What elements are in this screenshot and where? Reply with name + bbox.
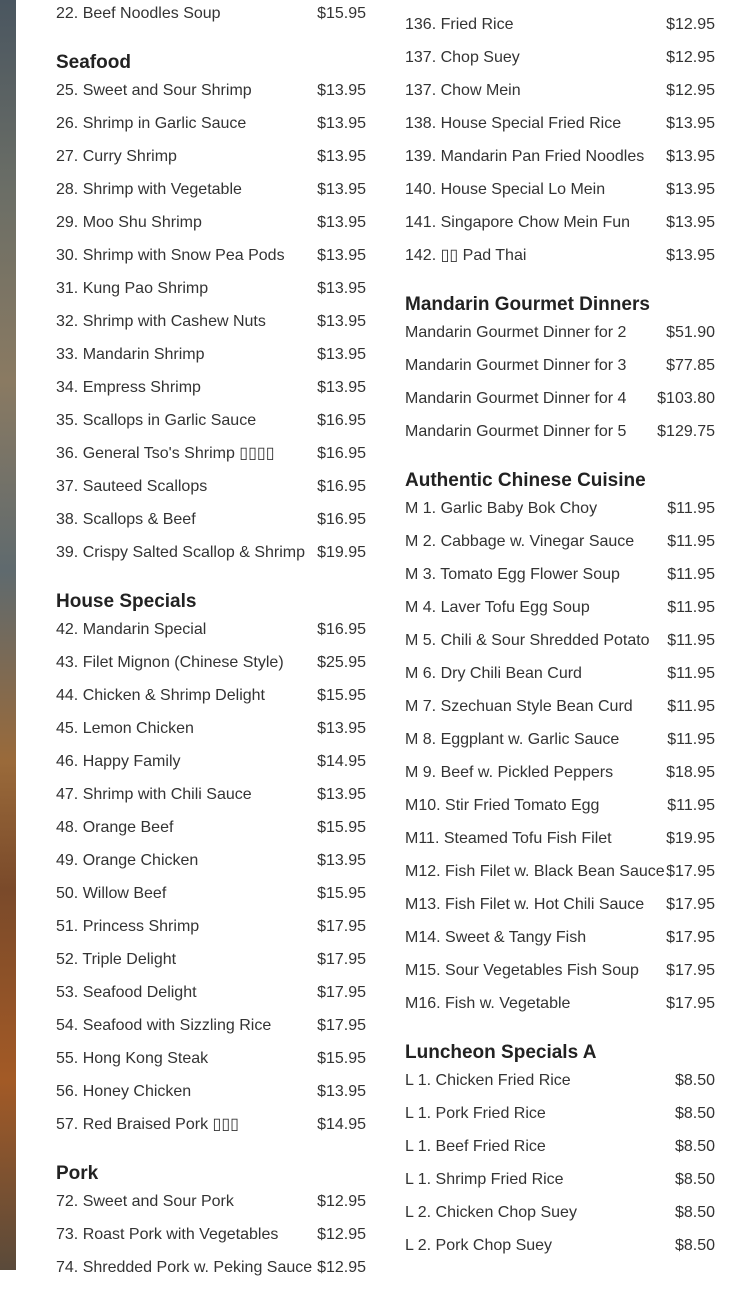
menu-item-price: $11.95 xyxy=(667,797,715,814)
menu-item-name: Mandarin Gourmet Dinner for 5 xyxy=(405,423,627,440)
menu-item xyxy=(56,853,366,886)
menu-item-price: $16.95 xyxy=(317,445,366,462)
menu-item xyxy=(56,215,366,248)
menu-item-price: $77.85 xyxy=(666,357,715,374)
menu-item-price: $13.95 xyxy=(666,247,715,264)
menu-item xyxy=(56,985,366,1018)
menu-item-price: $13.95 xyxy=(317,82,366,99)
menu-item-price: $103.80 xyxy=(657,390,715,407)
menu-item xyxy=(405,501,715,534)
menu-item-price: $17.95 xyxy=(317,918,366,935)
menu-item-name: M15. Sour Vegetables Fish Soup xyxy=(405,962,639,979)
menu-item xyxy=(405,215,715,248)
menu-item-name: 45. Lemon Chicken xyxy=(56,720,194,737)
section-heading-house-specials: House Specials xyxy=(56,591,197,612)
section-heading-mandarin-gourmet-dinners: Mandarin Gourmet Dinners xyxy=(405,294,650,315)
menu-item xyxy=(405,930,715,963)
menu-item-price: $14.95 xyxy=(317,1116,366,1133)
menu-item xyxy=(405,765,715,798)
menu-item xyxy=(56,622,366,655)
menu-item xyxy=(405,1205,715,1238)
menu-item xyxy=(405,149,715,182)
menu-item-name: 25. Sweet and Sour Shrimp xyxy=(56,82,252,99)
menu-item-name: 39. Crispy Salted Scallop & Shrimp xyxy=(56,544,305,561)
menu-item-name: L 1. Chicken Fried Rice xyxy=(405,1072,571,1089)
menu-item xyxy=(405,1238,715,1271)
menu-item xyxy=(405,1073,715,1106)
menu-item xyxy=(56,721,366,754)
menu-item-price: $15.95 xyxy=(317,5,366,22)
menu-item-name: 43. Filet Mignon (Chinese Style) xyxy=(56,654,284,671)
menu-item-name: 38. Scallops & Beef xyxy=(56,511,196,528)
menu-item xyxy=(56,1084,366,1117)
menu-item-price: $13.95 xyxy=(317,181,366,198)
menu-item xyxy=(56,1194,366,1227)
menu-item xyxy=(56,919,366,952)
menu-item-name: 48. Orange Beef xyxy=(56,819,174,836)
menu-item-price: $12.95 xyxy=(666,49,715,66)
menu-item-price: $13.95 xyxy=(317,313,366,330)
menu-item-price: $8.50 xyxy=(674,1204,715,1221)
menu-item xyxy=(56,413,366,446)
menu-item-price: $17.95 xyxy=(666,929,715,946)
menu-item xyxy=(405,831,715,864)
section-heading-seafood: Seafood xyxy=(56,52,131,73)
menu-item xyxy=(56,1051,366,1084)
menu-item-name: 57. Red Braised Pork ▯▯▯ xyxy=(56,1116,239,1133)
menu-item-price: $13.95 xyxy=(317,247,366,264)
menu-item xyxy=(56,479,366,512)
menu-item-name: 34. Empress Shrimp xyxy=(56,379,201,396)
menu-item-price: $13.95 xyxy=(317,115,366,132)
menu-item-price: $17.95 xyxy=(666,962,715,979)
menu-item xyxy=(56,116,366,149)
menu-item-name: 139. Mandarin Pan Fried Noodles xyxy=(405,148,645,165)
menu-item-price: $17.95 xyxy=(666,863,715,880)
menu-item xyxy=(56,380,366,413)
menu-item xyxy=(56,1260,366,1293)
menu-item-name: 27. Curry Shrimp xyxy=(56,148,177,165)
menu-item-price: $8.50 xyxy=(674,1105,715,1122)
menu-item-name: M 2. Cabbage w. Vinegar Sauce xyxy=(405,533,635,550)
menu-item-name: M13. Fish Filet w. Hot Chili Sauce xyxy=(405,896,645,913)
menu-item-name: Mandarin Gourmet Dinner for 3 xyxy=(405,357,627,374)
menu-item-name: 50. Willow Beef xyxy=(56,885,167,902)
menu-item-price: $129.75 xyxy=(657,423,715,440)
menu-item xyxy=(405,83,715,116)
menu-item xyxy=(405,358,715,391)
menu-item-price: $13.95 xyxy=(317,280,366,297)
menu-item-name: 72. Sweet and Sour Pork xyxy=(56,1193,234,1210)
menu-item-name: 51. Princess Shrimp xyxy=(56,918,200,935)
menu-item-price: $13.95 xyxy=(317,148,366,165)
menu-item xyxy=(405,391,715,424)
menu-item-name: 137. Chow Mein xyxy=(405,82,521,99)
menu-item xyxy=(405,633,715,666)
menu-item-name: 73. Roast Pork with Vegetables xyxy=(56,1226,279,1243)
menu-item-price: $16.95 xyxy=(317,412,366,429)
menu-item xyxy=(405,182,715,215)
menu-item-price: $13.95 xyxy=(666,115,715,132)
menu-item-price: $12.95 xyxy=(666,16,715,33)
menu-item-price: $8.50 xyxy=(674,1138,715,1155)
menu-item-name: 56. Honey Chicken xyxy=(56,1083,192,1100)
menu-item-name: M 4. Laver Tofu Egg Soup xyxy=(405,599,590,616)
menu-item xyxy=(56,83,366,116)
menu-item-name: Mandarin Gourmet Dinner for 2 xyxy=(405,324,627,341)
menu-item-price: $17.95 xyxy=(666,896,715,913)
menu-item xyxy=(405,116,715,149)
menu-item-price: $13.95 xyxy=(317,346,366,363)
menu-item-name: 140. House Special Lo Mein xyxy=(405,181,606,198)
menu-item-price: $17.95 xyxy=(666,995,715,1012)
menu-item-price: $11.95 xyxy=(667,632,715,649)
menu-item xyxy=(56,1227,366,1260)
menu-item-name: 49. Orange Chicken xyxy=(56,852,199,869)
menu-item-price: $11.95 xyxy=(667,665,715,682)
menu-item xyxy=(56,820,366,853)
menu-item xyxy=(405,325,715,358)
menu-item xyxy=(56,952,366,985)
menu-item xyxy=(56,248,366,281)
menu-item-price: $16.95 xyxy=(317,621,366,638)
menu-item-price: $13.95 xyxy=(317,1083,366,1100)
menu-item-price: $13.95 xyxy=(317,852,366,869)
menu-item-name: 31. Kung Pao Shrimp xyxy=(56,280,209,297)
menu-item-price: $15.95 xyxy=(317,687,366,704)
menu-item-name: 26. Shrimp in Garlic Sauce xyxy=(56,115,247,132)
menu-item-price: $17.95 xyxy=(317,951,366,968)
menu-item xyxy=(405,17,715,50)
menu-item xyxy=(405,600,715,633)
menu-item xyxy=(56,1018,366,1051)
menu-item-name: 22. Beef Noodles Soup xyxy=(56,5,221,22)
menu-item-price: $16.95 xyxy=(317,478,366,495)
menu-item xyxy=(405,248,715,281)
menu-item xyxy=(405,732,715,765)
menu-item xyxy=(56,446,366,479)
menu-item-name: L 1. Pork Fried Rice xyxy=(405,1105,546,1122)
menu-item-price: $11.95 xyxy=(667,599,715,616)
section-heading-pork: Pork xyxy=(56,1163,99,1184)
menu-item-name: L 1. Shrimp Fried Rice xyxy=(405,1171,564,1188)
menu-item-name: 46. Happy Family xyxy=(56,753,181,770)
menu-item xyxy=(56,314,366,347)
menu-item-name: 33. Mandarin Shrimp xyxy=(56,346,205,363)
menu-item xyxy=(405,50,715,83)
menu-item-price: $15.95 xyxy=(317,885,366,902)
menu-item xyxy=(405,1106,715,1139)
menu-item xyxy=(56,1117,366,1150)
menu-item-name: L 1. Beef Fried Rice xyxy=(405,1138,546,1155)
menu-item-name: 30. Shrimp with Snow Pea Pods xyxy=(56,247,285,264)
menu-item xyxy=(405,666,715,699)
menu-item xyxy=(405,1172,715,1205)
menu-item-price: $11.95 xyxy=(667,566,715,583)
menu-item-price: $12.95 xyxy=(666,82,715,99)
menu-item xyxy=(56,655,366,688)
menu-item-price: $17.95 xyxy=(317,984,366,1001)
menu-item-price: $11.95 xyxy=(667,533,715,550)
menu-item-name: 44. Chicken & Shrimp Delight xyxy=(56,687,265,704)
menu-item-price: $19.95 xyxy=(666,830,715,847)
menu-item-price: $8.50 xyxy=(674,1171,715,1188)
menu-item xyxy=(405,534,715,567)
menu-item-price: $11.95 xyxy=(667,500,715,517)
menu-item-name: 32. Shrimp with Cashew Nuts xyxy=(56,313,266,330)
menu-item xyxy=(56,886,366,919)
menu-item-name: Mandarin Gourmet Dinner for 4 xyxy=(405,390,627,407)
menu-item-name: M10. Stir Fried Tomato Egg xyxy=(405,797,600,814)
menu-item xyxy=(56,149,366,182)
menu-item-name: 137. Chop Suey xyxy=(405,49,520,66)
menu-item-name: M 7. Szechuan Style Bean Curd xyxy=(405,698,633,715)
menu-item-name: 74. Shredded Pork w. Peking Sauce xyxy=(56,1259,313,1276)
menu-item xyxy=(405,798,715,831)
menu-item-price: $12.95 xyxy=(317,1226,366,1243)
menu-item-name: L 2. Chicken Chop Suey xyxy=(405,1204,577,1221)
menu-item-price: $13.95 xyxy=(666,148,715,165)
menu-item-name: L 2. Pork Chop Suey xyxy=(405,1237,553,1254)
menu-item-price: $8.50 xyxy=(674,1237,715,1254)
menu-item-name: 138. House Special Fried Rice xyxy=(405,115,622,132)
menu-item-name: 36. General Tso's Shrimp ▯▯▯▯ xyxy=(56,445,275,462)
menu-item xyxy=(56,688,366,721)
menu-item-price: $14.95 xyxy=(317,753,366,770)
menu-item-price: $13.95 xyxy=(317,379,366,396)
menu-item-price: $25.95 xyxy=(317,654,366,671)
background-photo-edge xyxy=(0,0,16,1270)
menu-item-name: 29. Moo Shu Shrimp xyxy=(56,214,202,231)
menu-item-price: $19.95 xyxy=(317,544,366,561)
menu-item xyxy=(56,182,366,215)
menu-item-name: 52. Triple Delight xyxy=(56,951,177,968)
menu-item-name: 142. ▯▯ Pad Thai xyxy=(405,247,527,264)
menu-item xyxy=(405,699,715,732)
menu-item-name: M11. Steamed Tofu Fish Filet xyxy=(405,830,612,847)
menu-item xyxy=(405,567,715,600)
menu-item-name: 42. Mandarin Special xyxy=(56,621,207,638)
menu-item-price: $12.95 xyxy=(317,1259,366,1276)
menu-item xyxy=(405,1139,715,1172)
menu-item-price: $13.95 xyxy=(317,720,366,737)
menu-item-name: M 9. Beef w. Pickled Peppers xyxy=(405,764,614,781)
menu-item-name: 136. Fried Rice xyxy=(405,16,514,33)
menu-item-price: $16.95 xyxy=(317,511,366,528)
menu-item-price: $13.95 xyxy=(317,786,366,803)
menu-item-price: $15.95 xyxy=(317,1050,366,1067)
menu-item xyxy=(405,864,715,897)
section-heading-authentic-chinese-cuisine: Authentic Chinese Cuisine xyxy=(405,470,646,491)
menu-item xyxy=(56,347,366,380)
menu-item-name: M 3. Tomato Egg Flower Soup xyxy=(405,566,620,583)
menu-item-price: $15.95 xyxy=(317,819,366,836)
menu-item xyxy=(56,754,366,787)
menu-item-price: $17.95 xyxy=(317,1017,366,1034)
menu-item-price: $11.95 xyxy=(667,731,715,748)
menu-item-name: M 6. Dry Chili Bean Curd xyxy=(405,665,582,682)
menu-item xyxy=(405,996,715,1029)
menu-item-price: $13.95 xyxy=(666,214,715,231)
menu-item-price: $11.95 xyxy=(667,698,715,715)
menu-item xyxy=(56,6,366,39)
menu-item-name: 28. Shrimp with Vegetable xyxy=(56,181,242,198)
menu-item-price: $51.90 xyxy=(666,324,715,341)
menu-item xyxy=(405,897,715,930)
menu-item-price: $13.95 xyxy=(317,214,366,231)
menu-item-price: $13.95 xyxy=(666,181,715,198)
menu-item-name: M12. Fish Filet w. Black Bean Sauce xyxy=(405,863,665,880)
menu-item-name: 55. Hong Kong Steak xyxy=(56,1050,209,1067)
menu-item-price: $12.95 xyxy=(317,1193,366,1210)
menu-item-name: M 5. Chili & Sour Shredded Potato xyxy=(405,632,650,649)
menu-item-name: M16. Fish w. Vegetable xyxy=(405,995,571,1012)
menu-page xyxy=(16,0,750,1276)
menu-item-name: M 1. Garlic Baby Bok Choy xyxy=(405,500,598,517)
menu-item xyxy=(56,787,366,820)
menu-item-name: 54. Seafood with Sizzling Rice xyxy=(56,1017,272,1034)
menu-item-name: 47. Shrimp with Chili Sauce xyxy=(56,786,252,803)
menu-item-name: 53. Seafood Delight xyxy=(56,984,197,1001)
menu-item-price: $8.50 xyxy=(674,1072,715,1089)
menu-item xyxy=(405,963,715,996)
menu-item-name: M 8. Eggplant w. Garlic Sauce xyxy=(405,731,620,748)
menu-item xyxy=(56,545,366,578)
menu-item-name: 141. Singapore Chow Mein Fun xyxy=(405,214,631,231)
menu-item xyxy=(56,512,366,545)
menu-item-name: 35. Scallops in Garlic Sauce xyxy=(56,412,257,429)
menu-item xyxy=(405,424,715,457)
menu-item-name: M14. Sweet & Tangy Fish xyxy=(405,929,587,946)
section-heading-luncheon-specials-a: Luncheon Specials A xyxy=(405,1042,597,1063)
menu-item-name: 37. Sauteed Scallops xyxy=(56,478,208,495)
menu-item-price: $18.95 xyxy=(666,764,715,781)
menu-item xyxy=(56,281,366,314)
